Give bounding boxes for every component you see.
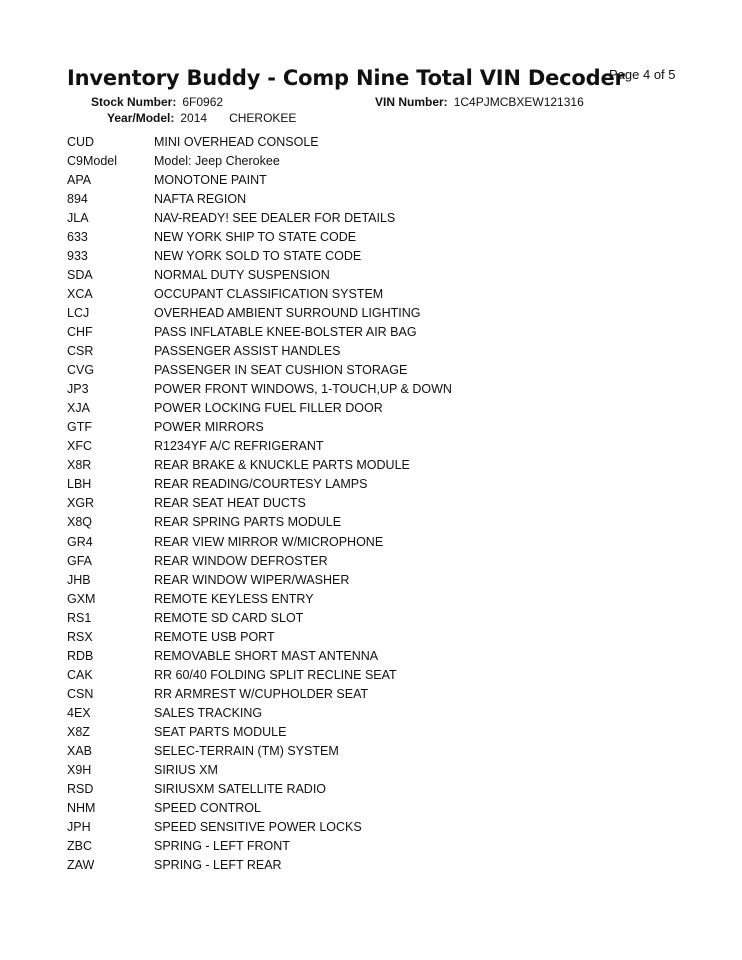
option-code: X8R [67,458,92,473]
option-description: SELEC-TERRAIN (TM) SYSTEM [154,744,339,759]
option-row [67,627,707,646]
option-description: NEW YORK SOLD TO STATE CODE [154,248,362,263]
option-description: SPRING - LEFT REAR [154,858,282,873]
option-code: XGR [67,496,95,511]
option-description: POWER FRONT WINDOWS, 1-TOUCH,UP & DOWN [154,382,452,397]
option-row [67,646,707,665]
option-description: REMOTE USB PORT [154,629,275,644]
option-code: 933 [67,248,88,263]
option-code: C9Model [67,153,118,168]
option-row [67,151,707,170]
option-description: REMOVABLE SHORT MAST ANTENNA [154,648,379,663]
option-row [67,799,707,818]
option-code: RS1 [67,610,92,625]
stock-number [91,95,223,109]
option-description: REAR SPRING PARTS MODULE [154,515,342,530]
option-code: RDB [67,648,94,663]
option-row [67,742,707,761]
option-description: REAR WINDOW DEFROSTER [154,553,328,568]
option-description: OCCUPANT CLASSIFICATION SYSTEM [154,286,384,301]
option-description: MINI OVERHEAD CONSOLE [154,134,319,149]
option-description: MONOTONE PAINT [154,172,267,187]
option-row [67,570,707,589]
option-code: ZAW [67,858,95,873]
option-description: REAR BRAKE & KNUCKLE PARTS MODULE [154,458,410,473]
option-row [67,361,707,380]
option-description: NAV-READY! SEE DEALER FOR DETAILS [154,210,396,225]
option-description: R1234YF A/C REFRIGERANT [154,439,324,454]
option-code: RSX [67,629,93,644]
option-row [67,665,707,684]
option-row [67,380,707,399]
option-row [67,322,707,341]
model-value: CHEROKEE [229,111,297,125]
option-code: XCA [67,286,93,301]
vin-number-value: 1C4PJMCBXEW121316 [453,95,584,109]
option-row [67,608,707,627]
option-code: CUD [67,134,95,149]
option-code: GXM [67,591,96,606]
option-description: SPEED SENSITIVE POWER LOCKS [154,820,362,835]
option-row [67,303,707,322]
option-description: PASSENGER IN SEAT CUSHION STORAGE [154,363,408,378]
option-code: CSN [67,686,94,701]
option-description: PASS INFLATABLE KNEE-BOLSTER AIR BAG [154,324,417,339]
option-code: ZBC [67,839,92,854]
option-description: REAR VIEW MIRROR W/MICROPHONE [154,534,384,549]
option-row [67,246,707,265]
option-row [67,170,707,189]
option-code: XAB [67,744,93,759]
vin-number-label: VIN Number: [375,95,448,109]
option-code: JLA [67,210,89,225]
option-description: REAR WINDOW WIPER/WASHER [154,572,350,587]
option-row [67,684,707,703]
option-row [67,837,707,856]
option-code: 4EX [67,705,91,720]
option-row [67,456,707,475]
option-description: OVERHEAD AMBIENT SURROUND LIGHTING [154,305,421,320]
option-description: REAR READING/COURTESY LAMPS [154,477,368,492]
stock-number-label: Stock Number: [91,95,177,109]
option-row [67,494,707,513]
option-code: JPH [67,820,91,835]
page-title: Inventory Buddy - Comp Nine Total VIN Decoder [67,66,625,90]
option-description: REMOTE SD CARD SLOT [154,610,304,625]
option-description: NORMAL DUTY SUSPENSION [154,267,330,282]
option-description: SIRIUSXM SATELLITE RADIO [154,782,327,797]
option-row [67,703,707,722]
option-row [67,208,707,227]
option-row [67,437,707,456]
option-row [67,818,707,837]
option-code: X9H [67,763,92,778]
option-code: CSR [67,344,94,359]
option-code: CHF [67,324,93,339]
option-code: CAK [67,667,93,682]
option-code: JHB [67,572,91,587]
option-description: SIRIUS XM [154,763,218,778]
option-description: PASSENGER ASSIST HANDLES [154,344,341,359]
option-row [67,532,707,551]
option-description: POWER MIRRORS [154,420,264,435]
option-code: GFA [67,553,93,568]
option-row [67,780,707,799]
option-row [67,475,707,494]
option-description: NAFTA REGION [154,191,247,206]
option-row [67,342,707,361]
option-code: RSD [67,782,94,797]
option-row [67,132,707,151]
option-row [67,189,707,208]
year-model-label: Year/Model: [107,111,175,125]
page-number: Page 4 of 5 [609,67,676,82]
option-description: REMOTE KEYLESS ENTRY [154,591,314,606]
stock-number-value: 6F0962 [182,95,224,109]
option-description: POWER LOCKING FUEL FILLER DOOR [154,401,383,416]
option-code: APA [67,172,92,187]
option-code: SDA [67,267,93,282]
option-row [67,265,707,284]
option-code: CVG [67,363,95,378]
option-code: JP3 [67,382,89,397]
option-description: RR 60/40 FOLDING SPLIT RECLINE SEAT [154,667,397,682]
option-row [67,513,707,532]
option-row [67,722,707,741]
option-code: XJA [67,401,90,416]
option-code: NHM [67,801,96,816]
option-row [67,761,707,780]
option-description: SALES TRACKING [154,705,263,720]
option-description: RR ARMREST W/CUPHOLDER SEAT [154,686,369,701]
option-row [67,551,707,570]
year-value: 2014 [180,111,208,125]
option-code-list [67,132,707,875]
option-row [67,589,707,608]
option-row [67,856,707,875]
option-code: GR4 [67,534,93,549]
option-row [67,399,707,418]
option-code: 633 [67,229,88,244]
option-row [67,227,707,246]
option-description: Model: Jeep Cherokee [154,153,280,168]
year-model [107,111,296,125]
option-code: X8Z [67,724,90,739]
option-code: GTF [67,420,92,435]
option-description: SPRING - LEFT FRONT [154,839,290,854]
option-description: SEAT PARTS MODULE [154,724,287,739]
option-code: LCJ [67,305,90,320]
option-code: 894 [67,191,88,206]
vin-number [375,95,584,109]
option-code: LBH [67,477,92,492]
option-description: SPEED CONTROL [154,801,261,816]
option-description: NEW YORK SHIP TO STATE CODE [154,229,357,244]
option-description: REAR SEAT HEAT DUCTS [154,496,306,511]
option-code: X8Q [67,515,93,530]
option-code: XFC [67,439,92,454]
option-row [67,418,707,437]
option-row [67,284,707,303]
